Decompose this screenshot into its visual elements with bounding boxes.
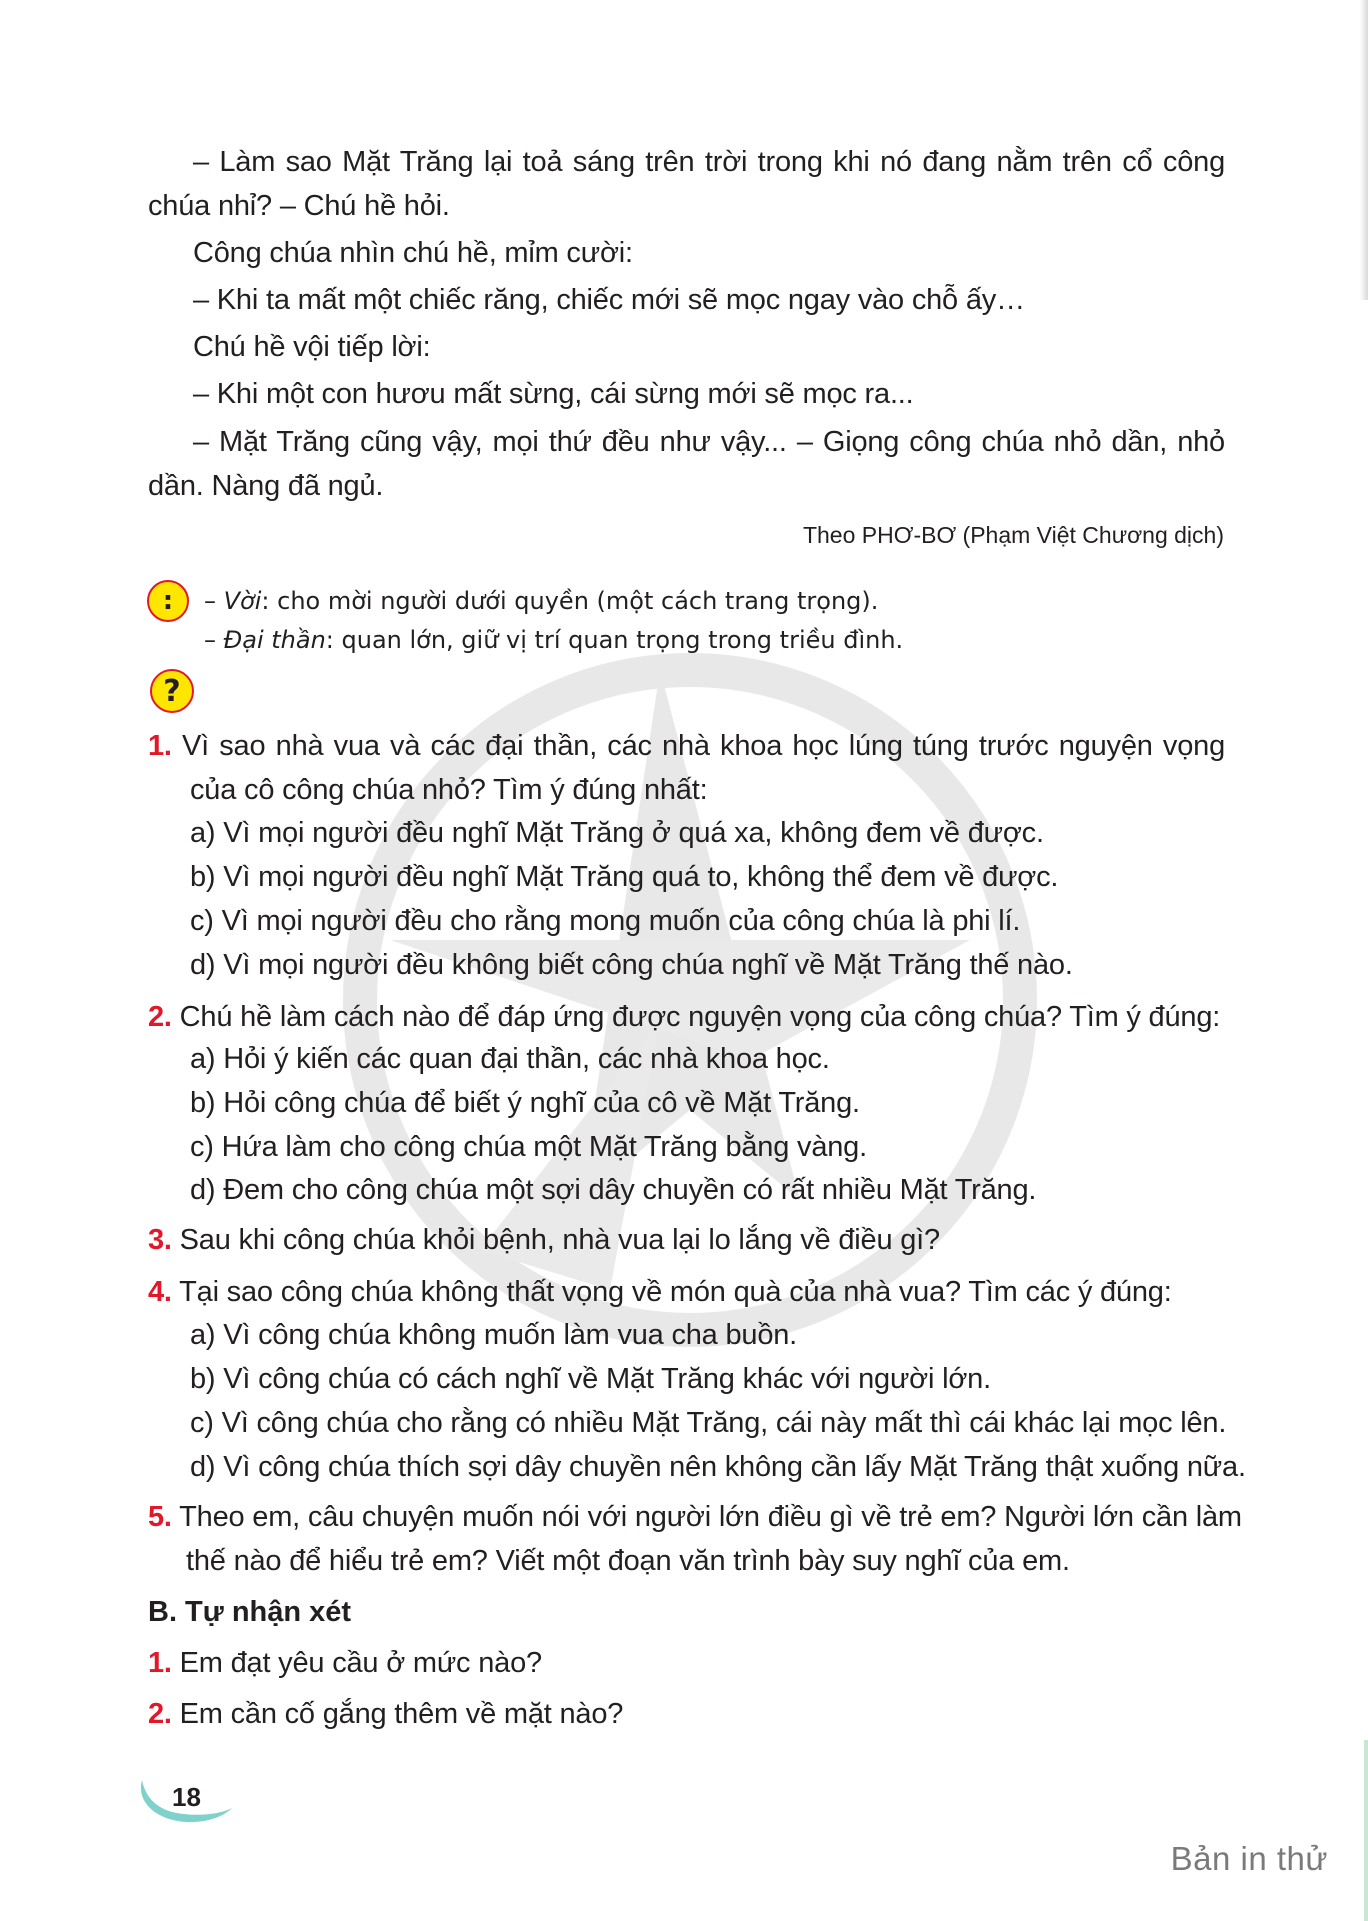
q4-option-d: d) Vì công chúa thích sợi dây chuyền nên không cần lấy Mặt Trăng thật xuống nữa. xyxy=(190,1451,1246,1483)
page-number: 18 xyxy=(172,1782,201,1812)
question-number: 5. xyxy=(148,1501,172,1533)
glossary-term: Vời xyxy=(223,587,262,615)
story-p1-line1: – Làm sao Mặt Trăng lại toả sáng trên trời trong khi nó đang nằm trên cổ công xyxy=(193,146,1225,178)
q4-option-c: c) Vì công chúa cho rằng có nhiều Mặt Trăng, cái này mất thì cái khác lại mọc lên. xyxy=(190,1407,1227,1439)
story-p1-line2: chúa nhỉ? – Chú hề hỏi. xyxy=(148,190,450,222)
question-1-line1 xyxy=(148,728,1225,764)
q1-option-b: b) Vì mọi người đều nghĩ Mặt Trăng quá to, không thể đem về được. xyxy=(190,861,1059,893)
page-edge-shadow xyxy=(1360,0,1368,300)
story-p6-line2: dần. Nàng đã ngủ. xyxy=(148,470,384,502)
story-p3: – Khi ta mất một chiếc răng, chiếc mới sẽ mọc ngay vào chỗ ấy… xyxy=(193,284,1025,316)
question-5-line2: thế nào để hiểu trẻ em? Viết một đoạn văn trình bày suy nghĩ của em. xyxy=(186,1545,1070,1577)
glossary-dash: – xyxy=(204,626,216,654)
q4-option-a: a) Vì công chúa không muốn làm vua cha buồn. xyxy=(190,1319,798,1351)
story-source: Theo PHƠ-BƠ (Phạm Việt Chương dịch) xyxy=(802,522,1224,548)
self-review-item-2 xyxy=(148,1696,623,1732)
glossary-definition: : cho mời người dưới quyền (một cách trang trọng). xyxy=(261,587,879,615)
story-p6-line1: – Mặt Trăng cũng vậy, mọi thứ đều như vậy... – Giọng công chúa nhỏ dần, nhỏ xyxy=(193,426,1225,458)
question-number: 3. xyxy=(148,1224,172,1256)
glossary-colon-icon: : xyxy=(147,580,189,622)
q2-option-b: b) Hỏi công chúa để biết ý nghĩ của cô về Mặt Trăng. xyxy=(190,1087,860,1119)
q2-option-a: a) Hỏi ý kiến các quan đại thần, các nhà khoa học. xyxy=(190,1043,830,1075)
glossary-dash: – xyxy=(204,587,216,615)
question-4 xyxy=(148,1274,1172,1310)
question-text: Sau khi công chúa khỏi bệnh, nhà vua lại lo lắng về điều gì? xyxy=(179,1224,940,1256)
item-number: 2. xyxy=(148,1698,172,1730)
question-mark-icon: ? xyxy=(150,669,194,713)
question-2 xyxy=(148,999,1220,1035)
page-edge-strip xyxy=(1364,1740,1368,1921)
q1-option-a: a) Vì mọi người đều nghĩ Mặt Trăng ở quá xa, không đem về được. xyxy=(190,817,1044,849)
q1-option-c: c) Vì mọi người đều cho rằng mong muốn của công chúa là phi lí. xyxy=(190,905,1021,937)
question-text: Chú hề làm cách nào để đáp ứng được nguyện vọng của công chúa? Tìm ý đúng: xyxy=(179,1001,1221,1033)
story-p4: Chú hề vội tiếp lời: xyxy=(193,331,431,363)
question-number: 1. xyxy=(148,730,172,762)
question-1-line2: của cô công chúa nhỏ? Tìm ý đúng nhất: xyxy=(190,774,708,806)
story-p2: Công chúa nhìn chú hề, mỉm cười: xyxy=(193,237,633,269)
glossary-item-dai-than xyxy=(204,624,903,656)
question-text: Vì sao nhà vua và các đại thần, các nhà khoa học lúng túng trước nguyện vọng xyxy=(182,730,1225,762)
glossary-definition: : quan lớn, giữ vị trí quan trọng trong triều đình. xyxy=(325,626,904,654)
question-text: Tại sao công chúa không thất vọng về món quà của nhà vua? Tìm các ý đúng: xyxy=(179,1276,1172,1308)
q2-option-d: d) Đem cho công chúa một sợi dây chuyền có rất nhiều Mặt Trăng. xyxy=(190,1174,1037,1206)
q2-option-c: c) Hứa làm cho công chúa một Mặt Trăng bằng vàng. xyxy=(190,1131,867,1163)
story-p5: – Khi một con hươu mất sừng, cái sừng mới sẽ mọc ra... xyxy=(193,378,914,410)
glossary-term: Đại thần xyxy=(223,626,326,654)
self-review-item-1 xyxy=(148,1645,542,1681)
page-number-block xyxy=(136,1772,236,1832)
item-text: Em đạt yêu cầu ở mức nào? xyxy=(179,1647,542,1679)
question-number: 4. xyxy=(148,1276,172,1308)
q1-option-d: d) Vì mọi người đều không biết công chúa nghĩ về Mặt Trăng thế nào. xyxy=(190,949,1073,981)
item-text: Em cần cố gắng thêm về mặt nào? xyxy=(179,1698,624,1730)
item-number: 1. xyxy=(148,1647,172,1679)
question-3 xyxy=(148,1222,940,1258)
question-number: 2. xyxy=(148,1001,172,1033)
draft-label: Bản in thử xyxy=(1170,1840,1328,1877)
question-text: Theo em, câu chuyện muốn nói với người lớn điều gì về trẻ em? Người lớn cần làm xyxy=(179,1501,1242,1533)
glossary-item-voi xyxy=(204,585,878,617)
q4-option-b: b) Vì công chúa có cách nghĩ về Mặt Trăng khác với người lớn. xyxy=(190,1363,991,1395)
question-5-line1 xyxy=(148,1499,1242,1535)
self-review-heading: B. Tự nhận xét xyxy=(148,1596,352,1628)
